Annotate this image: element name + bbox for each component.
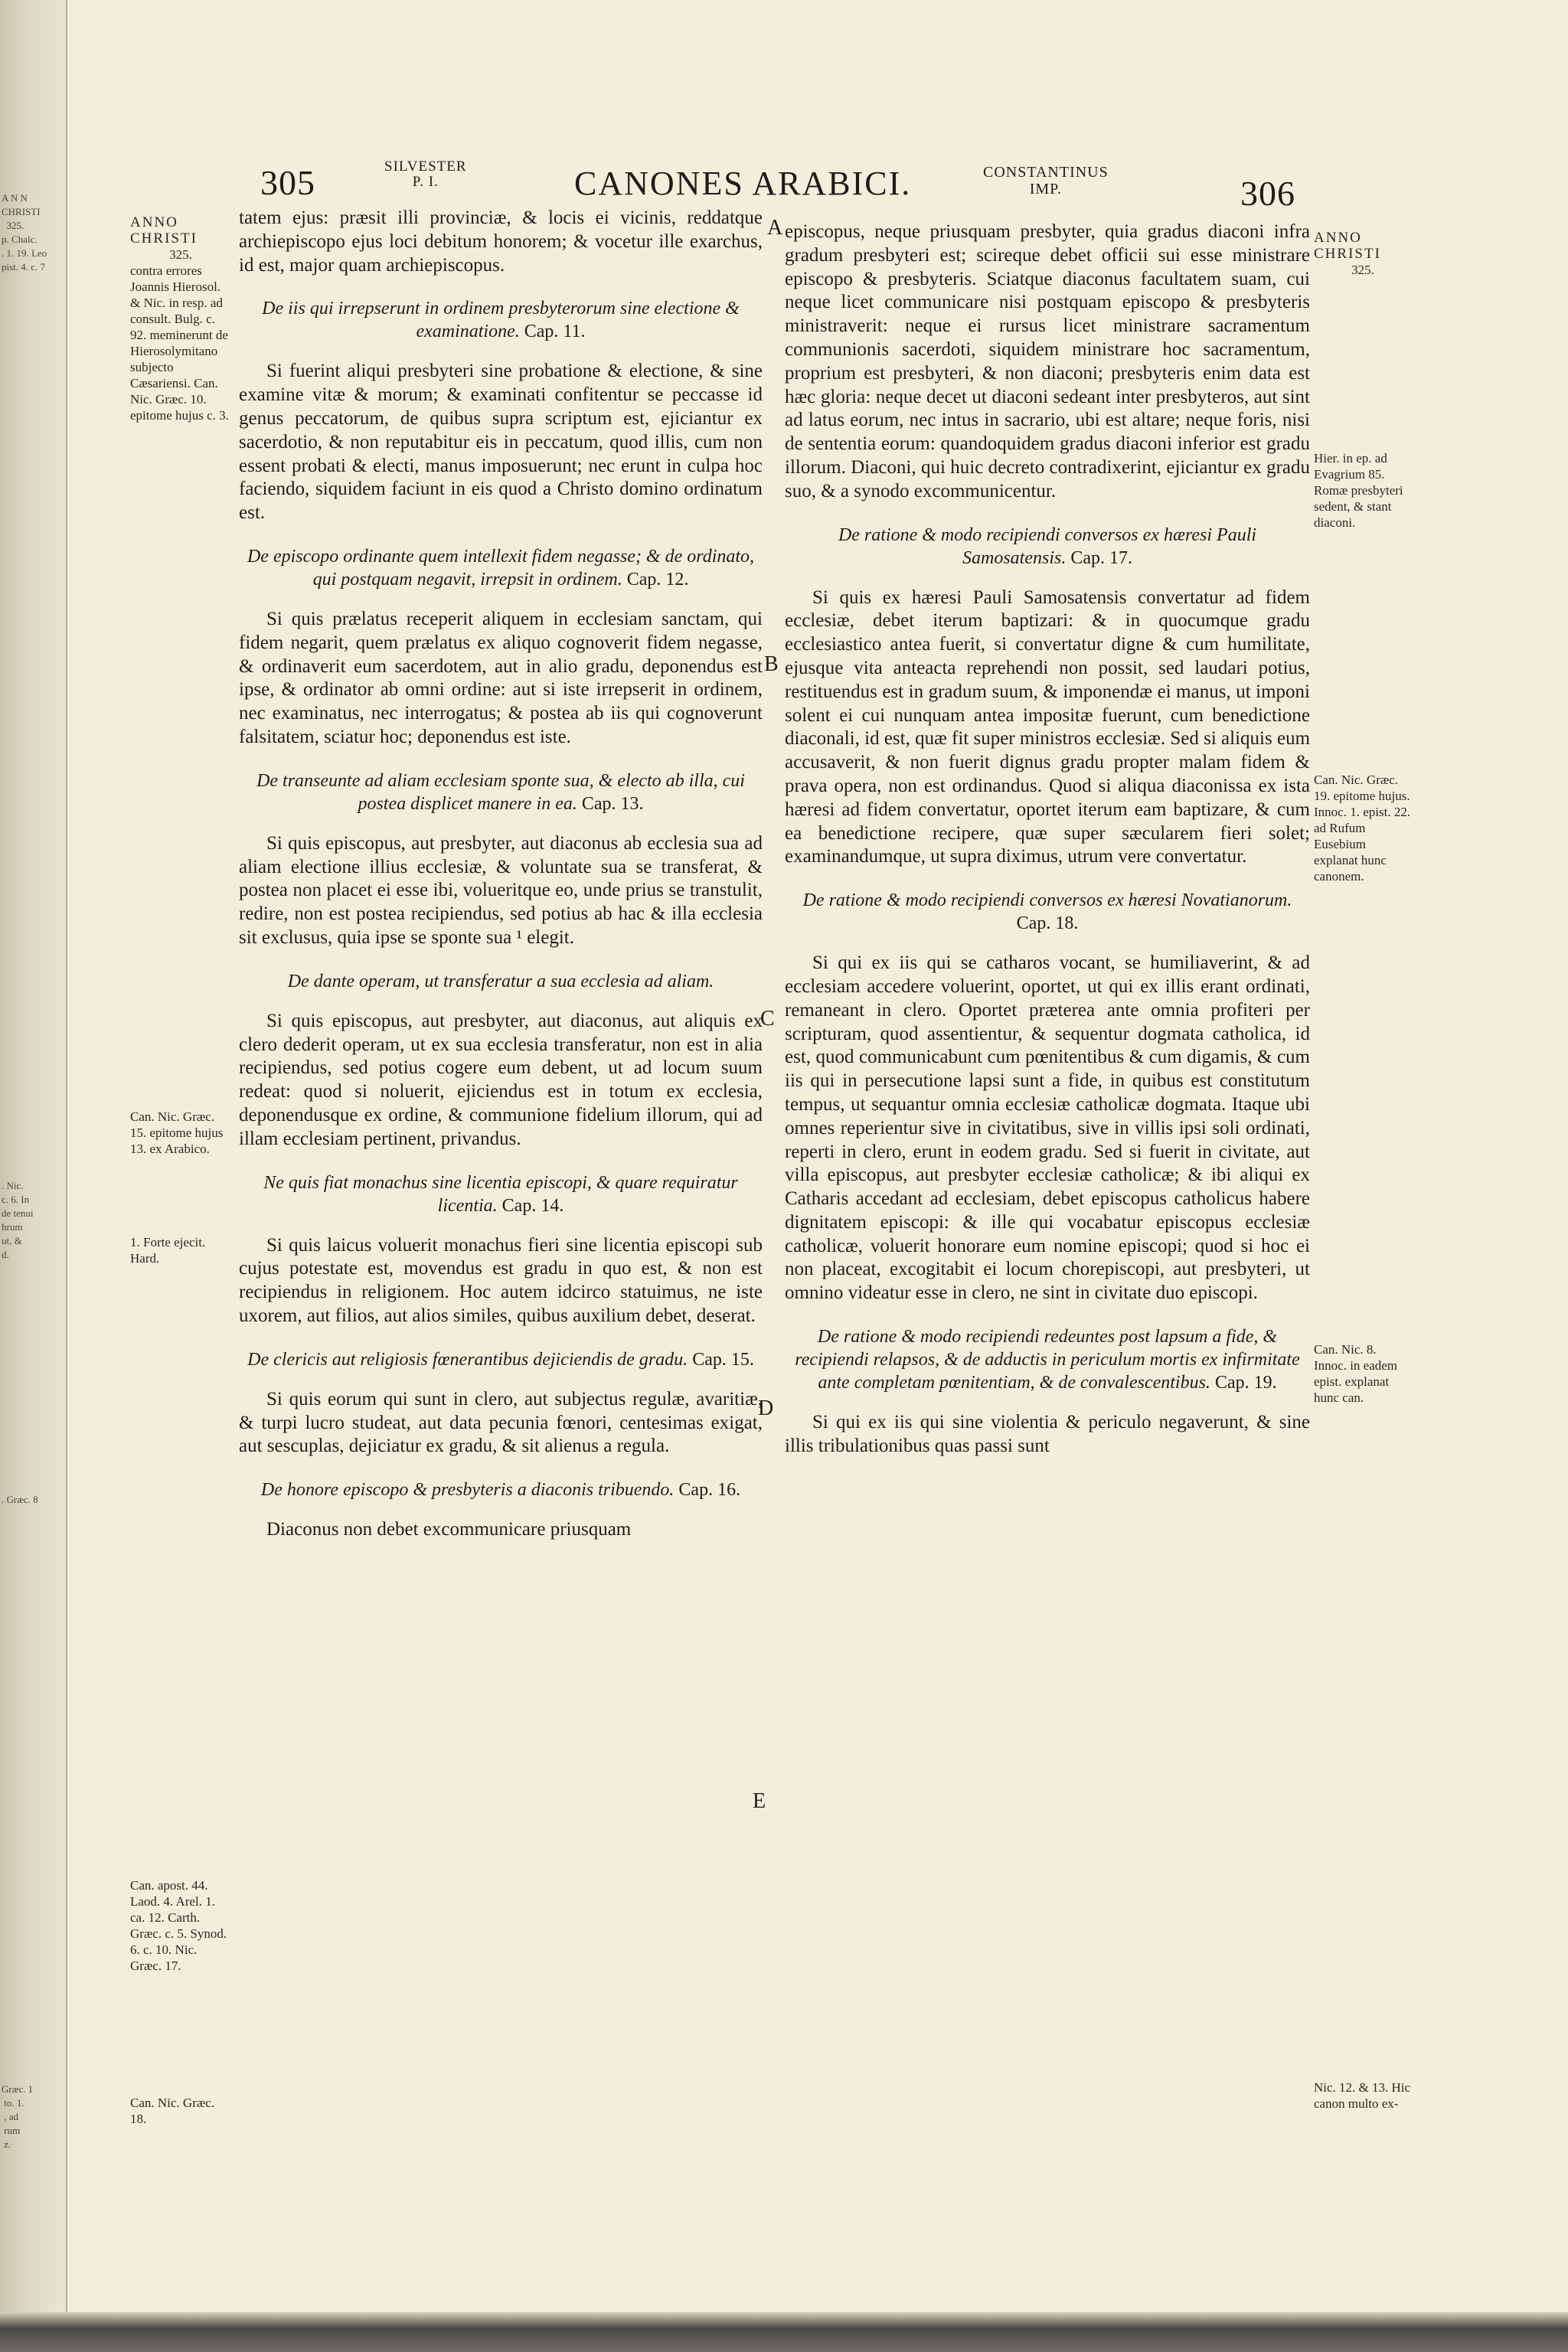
chapter-heading-15: De clericis aut religiosis fœnerantibus dejiciendis de gradu. Cap. 15. (247, 1349, 754, 1370)
left-margin-note-1: contra errores Joannis Hierosol. & Nic. in resp. ad consult. Bulg. c. 92. meminerunt de Hierosolymitano subjecto Cæsariensi. Can. Nic. Græc. 10. epitome hujus c. 3. (130, 263, 229, 423)
section-letter-c: C (760, 1007, 775, 1031)
section-letter-d: D (758, 1396, 774, 1420)
chapter-heading-11: De iis qui irrepserunt in ordinem presbyterorum sine electione & examinatione. Cap. 11. (262, 299, 740, 342)
right-page-number: 306 (1240, 174, 1295, 213)
paragraph: Diaconus non debet excommunicare priusquam (266, 1519, 632, 1540)
section-letter-a: A (767, 216, 783, 240)
paragraph: Si fuerint aliqui presbyteri sine probatione & electione, & sine examine vitæ & morum; & examinati confitentur se peccasse id genus peccatorum, de quibus supra scriptum est, ejiciantur ex sacerdotio, & non reputabitur eis in peccatum, quod illis, cum non essent probati & electi, manus imposuerunt; nec erunt in culpa hoc faciendo, siquidem faciunt in eis quod a Christo domino ordinatum est. (239, 361, 763, 524)
paragraph: Si quis prælatus receperit aliquem in ecclesiam sanctam, qui fidem negarit, quem prælatus ex aliquo cognoverit fidem negasse, & ordinaverit eum sacerdotem, aut in alio gradu, deponendus est ipse, & ordinator ab omni ordine: aut si iste irrepserit in ordinem, nec examinatus, nec interrogatus; & postea ab iis qui cognoverunt falsitatem, sciatur hoc; deponendus est iste. (239, 608, 763, 747)
book-binding-edge (0, 2312, 1568, 2352)
left-margin-note-2: Can. Nic. Græc. 15. epitome hujus 13. ex Arabico. (130, 1109, 224, 1156)
paragraph: Si qui ex iis qui sine violentia & periculo negaverunt, & sine illis tribulationibus quas passi sunt (785, 1412, 1310, 1456)
left-page-number: 305 (260, 163, 315, 202)
running-title: CANONES ARABICI. (574, 165, 912, 202)
paragraph: Si quis episcopus, aut presbyter, aut diaconus, aut aliquis ex clero dederit operam, ut ex sua ecclesia transferatur, non est in alia recipiendus, sed potius cogere eum debent, ut ad locum suum redeat: quod si noluerit, ejiciendus est in totum ex ecclesia, deponendusque ex ordine, & communione fidelium illorum, qui ad illam ecclesiam pertinent, privandus. (239, 1010, 763, 1149)
right-margin-note-1: Hier. in ep. ad Evagrium 85. Romæ presbyteri sedent, & stant diaconi. (1314, 451, 1403, 530)
paragraph: tatem ejus: præsit illi provinciæ, & locis ei vicinis, reddatque archiepiscopo ejus loci debitum honorem; & vocetur ille exarchus, id est, major quam archiepiscopus. (239, 207, 763, 276)
paragraph: Si quis episcopus, aut presbyter, aut diaconus ab ecclesia sua ad aliam electione illius ecclesiæ, & voluntate sua se transferat, & postea non placet ei esse ibi, volueritque eo, unde prius se transtulit, redire, non est postea recipiendus, sed potius ab hac & illa ecclesia sit exclusus, quia ipse se sponte sua ¹ elegit. (239, 832, 763, 948)
chapter-heading-14: Ne quis fiat monachus sine licentia episcopi, & quare requiratur licentia. Cap. 14. (263, 1172, 738, 1216)
left-text-column (239, 207, 763, 1550)
chapter-heading-13b: De dante operam, ut transferatur a sua ecclesia ad aliam. (287, 971, 714, 991)
paragraph: Si qui ex iis qui se catharos vocant, se humiliaverint, & ad ecclesiam accedere voluerint, oportet, ut qui ex illis erant ordinati, remaneant in clero. Oportet præterea ante omnia profiteri per scripturam, quod assentientur, & sequentur dogmata catholica, id est, quod communicabunt cum pœnitentibus & cum digamis, & cum iis qui in persecutione lapsi sunt a fide, in quibus est constitutum tempus, ut sequantur omnia ecclesiæ catholicæ dogmata. Itaque ubi omnes reperientur sive in civitatibus, sive in villis ipsi soli ordinati, reperti in clero, erunt in eodem gradu. Sed si fuerit in civitate, aut villa episcopus, aut presbyter ecclesiæ catholicæ; & ibi aliqui ex Catharis accedant ad ecclesiam, debet episcopus catholicus habere dignitatem episcopi: & ille qui vocabatur episcopus ecclesiæ catholicæ, voluerit honorare eum nomine episcopi; quod si hoc ei non placeat, excogitabit ei locum chorepiscopi, aut presbyteri, ut omnino videatur esse in clero, ne sint in civitate duo episcopi. (785, 952, 1310, 1304)
left-margin-note-5: Can. Nic. Græc. 18. (130, 2096, 215, 2126)
left-running-label: SILVESTER P. I. (384, 158, 467, 190)
chapter-heading-17: De ratione & modo recipiendi conversos ex hæresi Pauli Samosatensis. Cap. 17. (838, 524, 1257, 568)
right-margin-note-3: Can. Nic. 8. Innoc. in eadem epist. explanat hunc can. (1314, 1342, 1398, 1405)
right-text-column (785, 220, 1310, 1466)
paragraph: episcopus, neque priusquam presbyter, quia gradus diaconi infra gradum presbyteri est; scireque debet officii sui esse ministrare episcopo & presbyteris. Sciatque diaconus facultatem suam, cui neque licet communicare nisi postquam episcopo & presbyteris ministraverit: neque ei rursus licet ministrare sacramentum communionis sacerdoti, siquidem ministrare hoc sacramentum, proprium est presbyteri, & non diaconi; presbyteris enim data est hæc gloria: neque decet ut diaconi sedeant inter presbyteros, aut sint ad latus eorum, nec intus in sacrario, ubi est altare; neque foris, nisi de sententia eorum: quandoquidem gradus diaconi inferior est gradu illorum. Diaconi, qui huic decreto contradixerint, ejiciantur ex gradu suo, & a synodo excommunicentur. (785, 221, 1310, 501)
chapter-heading-19: De ratione & modo recipiendi redeuntes post lapsum a fide, & recipiendi relapsos, & de adductis in periculum mortis ex infirmitate ante completam pœnitentiam, & de convalescentibus. Cap. 19. (795, 1327, 1300, 1393)
previous-page-edge: A N N CHRISTI 325. p. Chalc. . 1. 19. Leo pist. 4. c. 7 . Nic. c. 6. In de tenui hrum ut, & d. . Græc. 8 Græc. 1 to. 1. , ad rum z. (0, 0, 67, 2352)
paragraph: Si quis eorum qui sunt in clero, aut subjectus regulæ, avaritiæ, & turpi lucro studeat, aut data pecunia fœnori, centesimas exigat, aut sescuplas, dejiciatur ex gradu, & sit alienus a regula. (239, 1388, 763, 1457)
right-margin-note-2: Can. Nic. Græc. 19. epitome hujus. Innoc. 1. epist. 22. ad Rufum Eusebium explanat hunc canonem. (1314, 773, 1411, 884)
chapter-heading-13: De transeunte ad aliam ecclesiam sponte sua, & electo ab illa, cui postea displicet manere in ea. Cap. 13. (256, 770, 745, 814)
paragraph: Si quis ex hæresi Pauli Samosatensis convertatur ad fidem ecclesiæ, debet iterum baptizari: & in quocumque gradu ecclesiastico antea fuerit, si convertatur digne & cum humilitate, ejusque vita anteacta reprehendi non possit, sed laudari potius, restituendus est in gradum suum, & imponendæ ei manus, ut imponi solent ei cui nunquam antea impositæ fuerunt, cum benedictione diaconali, id est, quæ fit super ministros ecclesiæ. Sed si aliquis eum accusaverit, & non fuerit dignus gradu propter malam fidem & prava opera, non est ordinandus. Quod si aliqua diaconissa ex ista hæresi ad fidem convertatur, oportet iterum eam baptizare, & cum ea benedictione recipere, quæ super sæcularem fieri solet; examinandumque, ut supra diximus, utrum vere convertatur. (785, 586, 1311, 867)
left-margin-anno: ANNO CHRISTI 325. contra errores Joannis Hierosol. & Nic. in resp. ad consult. Bulg. c. 92. meminerunt de Hierosolymitano subjecto Cæsariensi. Can. Nic. Græc. 10. epitome hujus c. 3. (130, 214, 231, 423)
left-margin-note-3: 1. Forte ejecit. Hard. (130, 1235, 206, 1266)
chapter-heading-12: De episcopo ordinante quem intellexit fidem negasse; & de ordinato, qui postquam negavit, irrepsit in ordinem. Cap. 12. (247, 546, 755, 590)
chapter-heading-16: De honore episcopo & presbyteris a diaconis tribuendo. Cap. 16. (260, 1480, 741, 1501)
section-letter-e: E (753, 1789, 766, 1813)
paragraph: Si quis laicus voluerit monachus fieri sine licentia episcopi sub cujus potestate est, movendus est gradu in quo est, & non est recipiendus in religionem. Hoc autem idcirco statuimus, ne iste uxorem, aut filios, aut alios similes, quibus auxilium debet, deserat. (239, 1234, 763, 1326)
left-margin-note-4: Can. apost. 44. Laod. 4. Arel. 1. ca. 12. Carth. Græc. c. 5. Synod. 6. c. 10. Nic. Græc. 17. (130, 1878, 227, 1973)
right-margin-anno: ANNO CHRISTI 325. (1314, 230, 1381, 277)
right-margin-note-4: Nic. 12. & 13. Hic canon multo ex- (1314, 2080, 1411, 2111)
right-running-label: CONSTANTINUS IMP. (983, 164, 1109, 198)
section-letter-b: B (764, 652, 779, 676)
chapter-heading-18: De ratione & modo recipiendi conversos ex hæresi Novatianorum. Cap. 18. (802, 890, 1292, 934)
